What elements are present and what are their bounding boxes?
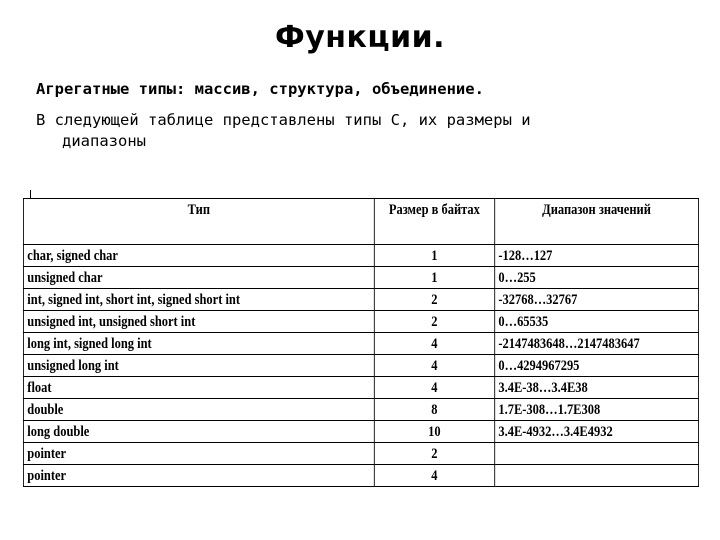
- cell-range: 1.7E-308…1.7E308: [494, 399, 698, 421]
- cell-size: 1: [374, 245, 494, 267]
- cell-range: 0…255: [494, 267, 698, 289]
- cell-size: 8: [374, 399, 494, 421]
- cell-size: 4: [374, 465, 494, 487]
- cell-type: long int, signed long int: [23, 333, 374, 355]
- table-body: [23, 245, 698, 487]
- table-row: [23, 443, 698, 465]
- cell-type: pointer: [23, 443, 374, 465]
- aggregate-types-line: Агрегатные типы: массив, структура, объединение.: [36, 80, 484, 98]
- header-type: Тип: [23, 199, 374, 245]
- cell-range: -2147483648…2147483647: [494, 333, 698, 355]
- header-range: Диапазон значений: [494, 199, 698, 245]
- cell-type: pointer: [23, 465, 374, 487]
- cell-range: 0…4294967295: [494, 355, 698, 377]
- cell-range: 0…65535: [494, 311, 698, 333]
- cell-type: char, signed char: [23, 245, 374, 267]
- cell-type: unsigned long int: [23, 355, 374, 377]
- types-table: [23, 198, 699, 487]
- cell-size: 2: [374, 443, 494, 465]
- cell-type: unsigned char: [23, 267, 374, 289]
- cell-range: [494, 465, 698, 487]
- table-row: [23, 267, 698, 289]
- intro-paragraph: [36, 110, 696, 152]
- table-row: [23, 333, 698, 355]
- table-row: [23, 465, 698, 487]
- cell-type: long double: [23, 421, 374, 443]
- table-row: [23, 399, 698, 421]
- cell-size: 4: [374, 355, 494, 377]
- cell-range: -128…127: [494, 245, 698, 267]
- table-row: [23, 289, 698, 311]
- table-row: [23, 355, 698, 377]
- cell-type: float: [23, 377, 374, 399]
- cell-type: int, signed int, short int, signed short int: [23, 289, 374, 311]
- cell-size: 1: [374, 267, 494, 289]
- cell-type: double: [23, 399, 374, 421]
- table-row: [23, 421, 698, 443]
- table-header-row: [23, 199, 698, 245]
- cell-range: 3.4E-4932…3.4E4932: [494, 421, 698, 443]
- table-row: [23, 245, 698, 267]
- cell-size: 2: [374, 289, 494, 311]
- cell-size: 10: [374, 421, 494, 443]
- intro-line-1: В следующей таблице представлены типы С, их размеры и: [36, 111, 531, 129]
- cell-type: unsigned int, unsigned short int: [23, 311, 374, 333]
- cell-size: 4: [374, 377, 494, 399]
- slide-title: Функции.: [274, 20, 446, 55]
- cell-range: 3.4E-38…3.4E38: [494, 377, 698, 399]
- table-row: [23, 377, 698, 399]
- cell-size: 4: [374, 333, 494, 355]
- cell-range: -32768…32767: [494, 289, 698, 311]
- table-row: [23, 311, 698, 333]
- intro-line-2: диапазоны: [62, 132, 146, 150]
- header-size: Размер в байтах: [374, 199, 494, 245]
- cell-size: 2: [374, 311, 494, 333]
- cell-range: [494, 443, 698, 465]
